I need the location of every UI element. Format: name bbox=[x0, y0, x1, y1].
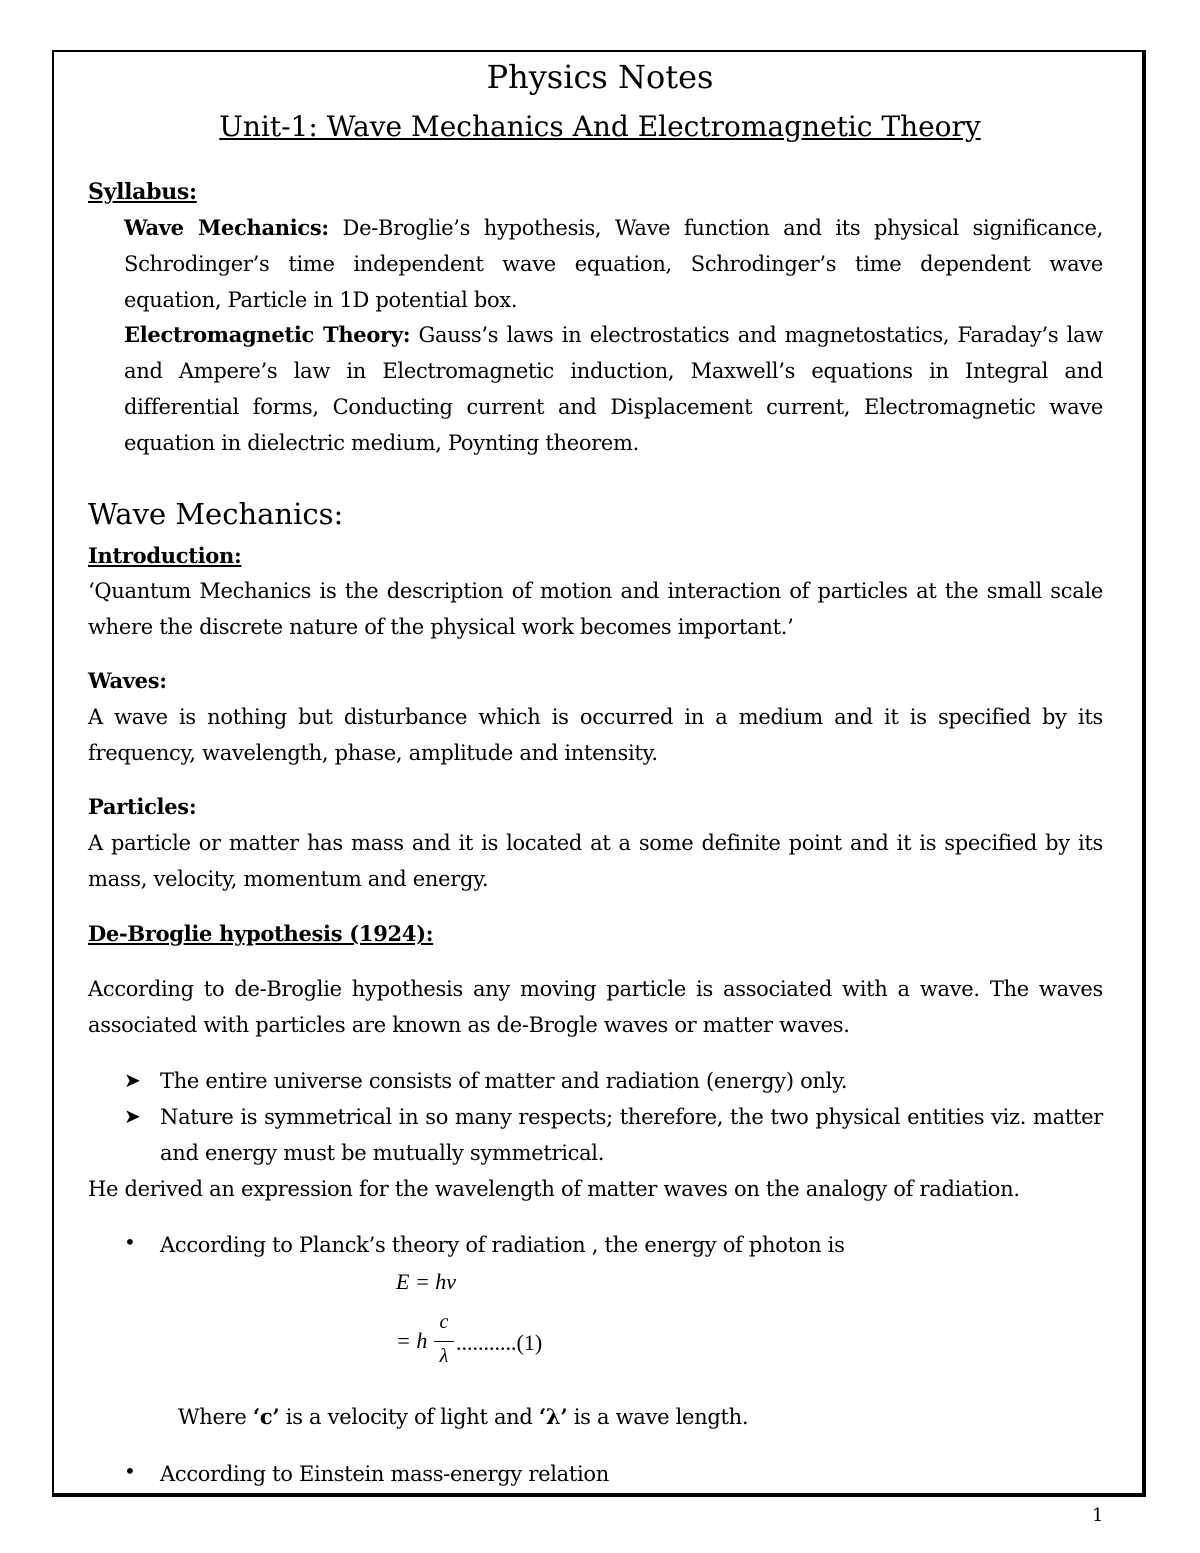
bullet-icon: • bbox=[124, 1230, 136, 1254]
syllabus-heading: Syllabus: bbox=[88, 179, 197, 205]
unit-title: Unit-1: Wave Mechanics And Electromagnetic Theory bbox=[219, 110, 981, 143]
arrow-item-2: Nature is symmetrical in so many respects; therefore, the two physical entities viz. matter and energy must be mutually symmetrical. bbox=[160, 1105, 1103, 1165]
arrow-item-1: The entire universe consists of matter and radiation (energy) only. bbox=[160, 1069, 848, 1093]
equation-number: ...........(1) bbox=[456, 1330, 543, 1355]
waves-heading: Waves: bbox=[88, 668, 167, 693]
fraction-numerator: c bbox=[439, 1311, 449, 1333]
em-theory-label: Electromagnetic Theory: bbox=[124, 322, 411, 347]
equation-prefix: = h bbox=[396, 1328, 428, 1353]
where-text: Where ‘c’ is a velocity of light and ‘λ’ is a wave length. bbox=[178, 1404, 749, 1429]
introduction-heading: Introduction: bbox=[88, 543, 242, 568]
bullet-item-einstein: According to Einstein mass-energy relation bbox=[160, 1462, 609, 1486]
fraction-denominator: λ bbox=[439, 1345, 449, 1367]
fraction-bar bbox=[434, 1341, 454, 1342]
introduction-text: ‘Quantum Mechanics is the description of motion and interaction of particles at the small scale where the discrete nature of the physical work becomes important.’ bbox=[88, 579, 1103, 639]
bullet-item-planck: According to Planck’s theory of radiation , the energy of photon is bbox=[160, 1233, 845, 1257]
arrow-bullet-icon: ➤ bbox=[124, 1104, 141, 1128]
waves-text: A wave is nothing but disturbance which is occurred in a medium and it is specified by its frequency, wavelength, phase, amplitude and intensity. bbox=[88, 705, 1103, 765]
wave-mechanics-heading: Wave Mechanics: bbox=[88, 497, 344, 531]
page-title: Physics Notes bbox=[486, 58, 714, 96]
bullet-icon: • bbox=[124, 1459, 136, 1483]
equation-e-equals-hv: E = hν bbox=[396, 1269, 457, 1294]
derived-text: He derived an expression for the wavelength of matter waves on the analogy of radiation. bbox=[88, 1177, 1020, 1201]
syllabus-wave-mechanics: Wave Mechanics: De-Broglie’s hypothesis, Wave function and its physical significance, Schrodinger’s time independent wave equation, Schrodinger’s time dependent wave equation, Particle in 1D potential box. bbox=[124, 215, 1103, 312]
particles-heading: Particles: bbox=[88, 794, 197, 819]
debroglie-paragraph: According to de-Broglie hypothesis any moving particle is associated with a wave. The waves associated with particles are known as de-Brogle waves or matter waves. bbox=[88, 977, 1103, 1037]
syllabus-em-theory: Electromagnetic Theory: Gauss’s laws in electrostatics and magnetostatics, Faraday’s law and Ampere’s law in Electromagnetic induction, Maxwell’s equations in Integral and differential forms, Conducting current and Displacement current, Electromagnetic wave equation in dielectric medium, Poynting theorem. bbox=[124, 322, 1103, 455]
debroglie-heading: De-Broglie hypothesis (1924): bbox=[88, 921, 434, 946]
wave-mechanics-label: Wave Mechanics: bbox=[124, 215, 329, 240]
page-number: 1 bbox=[1092, 1505, 1104, 1526]
arrow-bullet-icon: ➤ bbox=[124, 1068, 141, 1092]
particles-text: A particle or matter has mass and it is located at a some definite point and it is specified by its mass, velocity, momentum and energy. bbox=[88, 831, 1103, 891]
